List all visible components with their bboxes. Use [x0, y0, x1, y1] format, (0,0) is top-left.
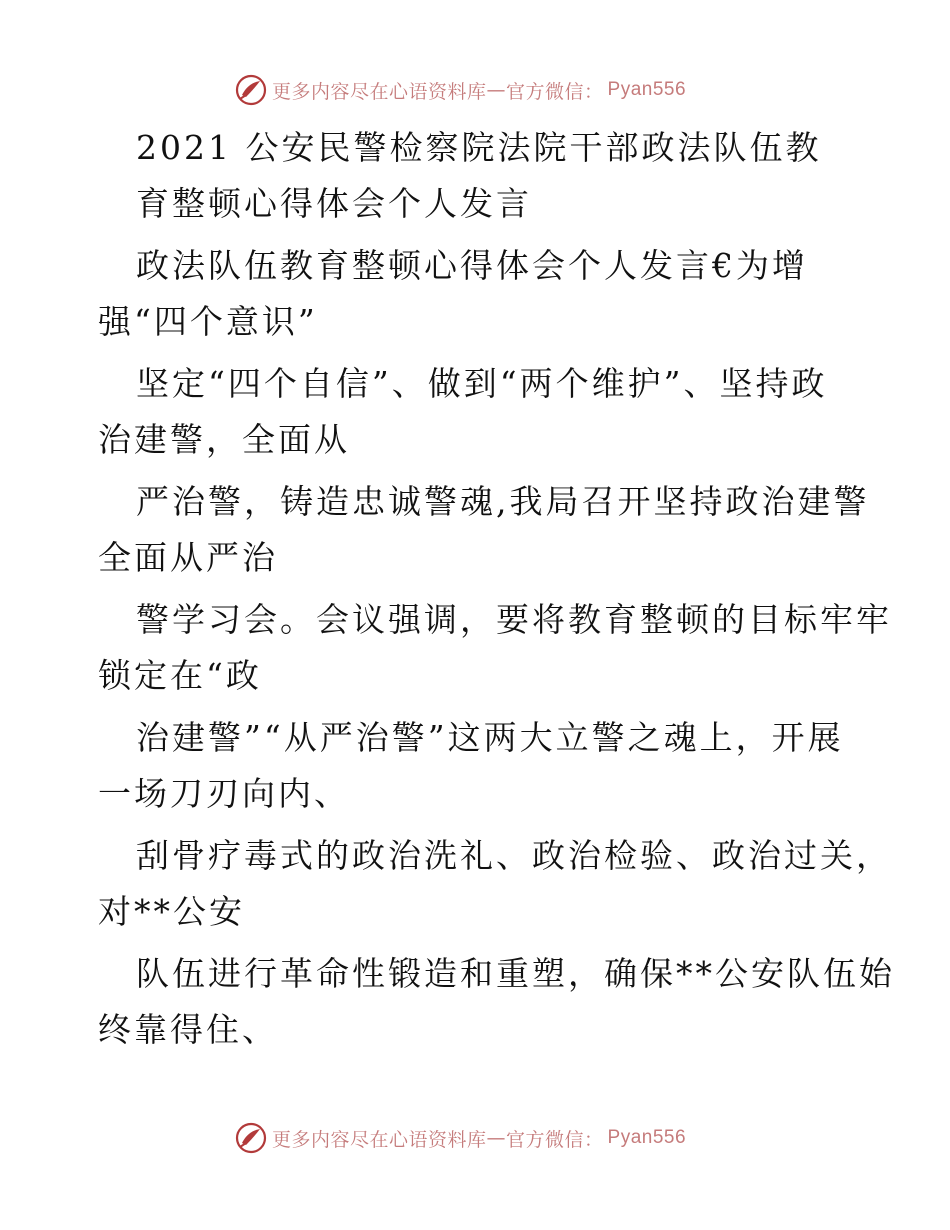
paragraph-line: 对**公安: [98, 892, 245, 931]
paragraph-line: 强“四个意识”: [98, 302, 318, 341]
paragraph-line: 锁定在“政: [98, 656, 262, 695]
paragraph-line: 队伍进行革命性锻造和重塑，确保**公安队伍始: [136, 954, 895, 993]
pen-circle-icon: [234, 73, 268, 107]
watermark-label: 官方微信：: [506, 80, 604, 103]
watermark-dash: —: [486, 79, 507, 101]
paragraph-line: 坚定“四个自信”、做到“两个维护”、坚持政: [136, 364, 828, 403]
title-line-2: 育整顿心得体会个人发言: [136, 184, 532, 223]
watermark-header: [234, 73, 754, 107]
watermark-wechat-id: Pyan556: [607, 1127, 687, 1148]
watermark-wechat-id: Pyan556: [607, 79, 687, 100]
paragraph-line: 终靠得住、: [98, 1010, 278, 1049]
watermark-label: 官方微信：: [506, 1128, 604, 1151]
document-body: [98, 120, 895, 1058]
paragraph-line: 一场刀刃向内、: [98, 774, 350, 813]
paragraph-line: 刮骨疗毒式的政治洗礼、政治检验、政治过关，: [136, 836, 892, 875]
watermark-text: 更多内容尽在心语资料库: [272, 1128, 487, 1151]
paragraph-line: 治建警，全面从: [98, 420, 350, 459]
paragraph-line: 政法队伍教育整顿心得体会个人发言€为增: [136, 246, 808, 285]
paragraph-line: 严治警，铸造忠诚警魂,我局召开坚持政治建警: [136, 482, 870, 521]
watermark-text: 更多内容尽在心语资料库: [272, 80, 487, 103]
pen-circle-icon: [234, 1121, 268, 1155]
watermark-dash: —: [486, 1127, 507, 1149]
title-line-1: 2021 公安民警检察院法院干部政法队伍教: [136, 128, 822, 167]
watermark-footer: [234, 1121, 754, 1155]
paragraph-line: 警学习会。会议强调，要将教育整顿的目标牢牢: [136, 600, 892, 639]
paragraph-line: 全面从严治: [98, 538, 278, 577]
paragraph-line: 治建警”“从严治警”这两大立警之魂上，开展: [136, 718, 844, 757]
